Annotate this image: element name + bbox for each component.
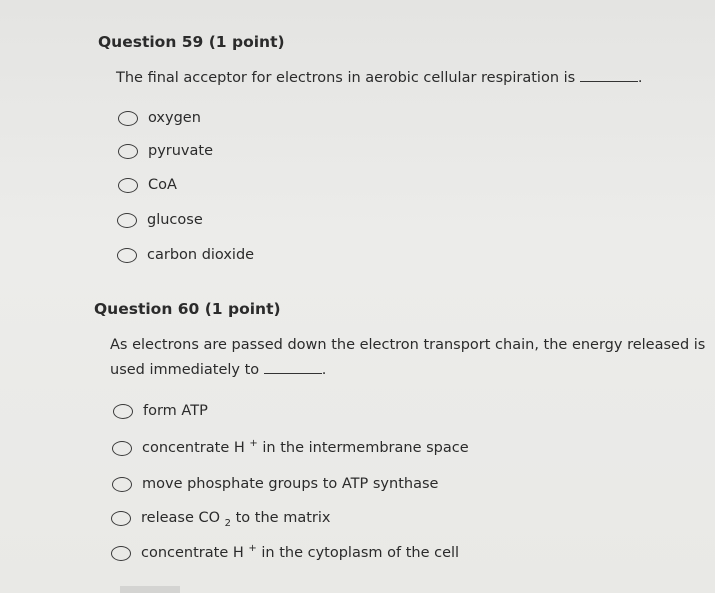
option-label (141, 510, 331, 529)
radio-button[interactable] (111, 511, 131, 526)
option-label: glucose (147, 212, 203, 228)
question-60-title: Question 60 (1 point) (94, 300, 281, 318)
radio-button[interactable] (112, 477, 132, 492)
option-text-post: to the matrix (231, 510, 331, 526)
option-label: oxygen (148, 110, 201, 126)
option-label: pyruvate (148, 143, 214, 159)
q60-option-concentrate-h-intermembrane[interactable] (112, 440, 469, 456)
option-label: CoA (148, 177, 177, 193)
q59-option-coa[interactable] (118, 177, 177, 193)
radio-button[interactable] (118, 144, 138, 159)
option-label: carbon dioxide (147, 247, 255, 263)
option-text-pre: release CO (141, 510, 221, 526)
option-label: move phosphate groups to ATP synthase (142, 476, 439, 492)
q60-option-form-atp[interactable] (113, 403, 208, 419)
question-59-prompt-end: . (637, 70, 643, 86)
question-60-prompt-line1: As electrons are passed down the electron transport chain, the energy released is (110, 337, 706, 353)
option-text-post: in the intermembrane space (257, 440, 469, 456)
q59-option-pyruvate[interactable] (118, 143, 213, 159)
q60-option-release-co2[interactable] (111, 510, 331, 529)
q60-option-concentrate-h-cytoplasm[interactable] (111, 545, 459, 561)
bottom-edge-bar (120, 586, 180, 593)
radio-button[interactable] (113, 404, 133, 419)
question-59-prompt-text: The final acceptor for electrons in aerobic cellular respiration is (116, 70, 580, 86)
option-label (141, 545, 459, 561)
superscript-plus: + (248, 543, 257, 555)
option-label: form ATP (143, 403, 208, 419)
radio-button[interactable] (118, 178, 138, 193)
question-60-prompt-end: . (321, 362, 327, 378)
radio-button[interactable] (118, 111, 138, 126)
radio-button[interactable] (111, 546, 131, 561)
option-text-pre: concentrate H (141, 545, 244, 561)
q60-option-move-phosphate[interactable] (112, 476, 438, 492)
answer-blank (580, 67, 638, 82)
q59-option-glucose[interactable] (117, 212, 203, 228)
option-text-pre: concentrate H (142, 440, 245, 456)
option-text-post: in the cytoplasm of the cell (256, 545, 460, 561)
q59-option-oxygen[interactable] (118, 110, 201, 126)
option-label (142, 440, 469, 456)
superscript-plus: + (249, 438, 258, 450)
radio-button[interactable] (117, 213, 137, 228)
answer-blank (264, 359, 322, 374)
radio-button[interactable] (117, 248, 137, 263)
subscript-two: 2 (224, 517, 232, 529)
question-59-title: Question 59 (1 point) (98, 33, 285, 51)
question-60-prompt-line2 (110, 358, 705, 383)
q59-option-carbon-dioxide[interactable] (117, 247, 254, 263)
radio-button[interactable] (112, 441, 132, 456)
question-60-prompt (110, 333, 705, 383)
question-60-prompt-text: used immediately to (110, 362, 264, 378)
question-59-prompt (116, 66, 642, 91)
